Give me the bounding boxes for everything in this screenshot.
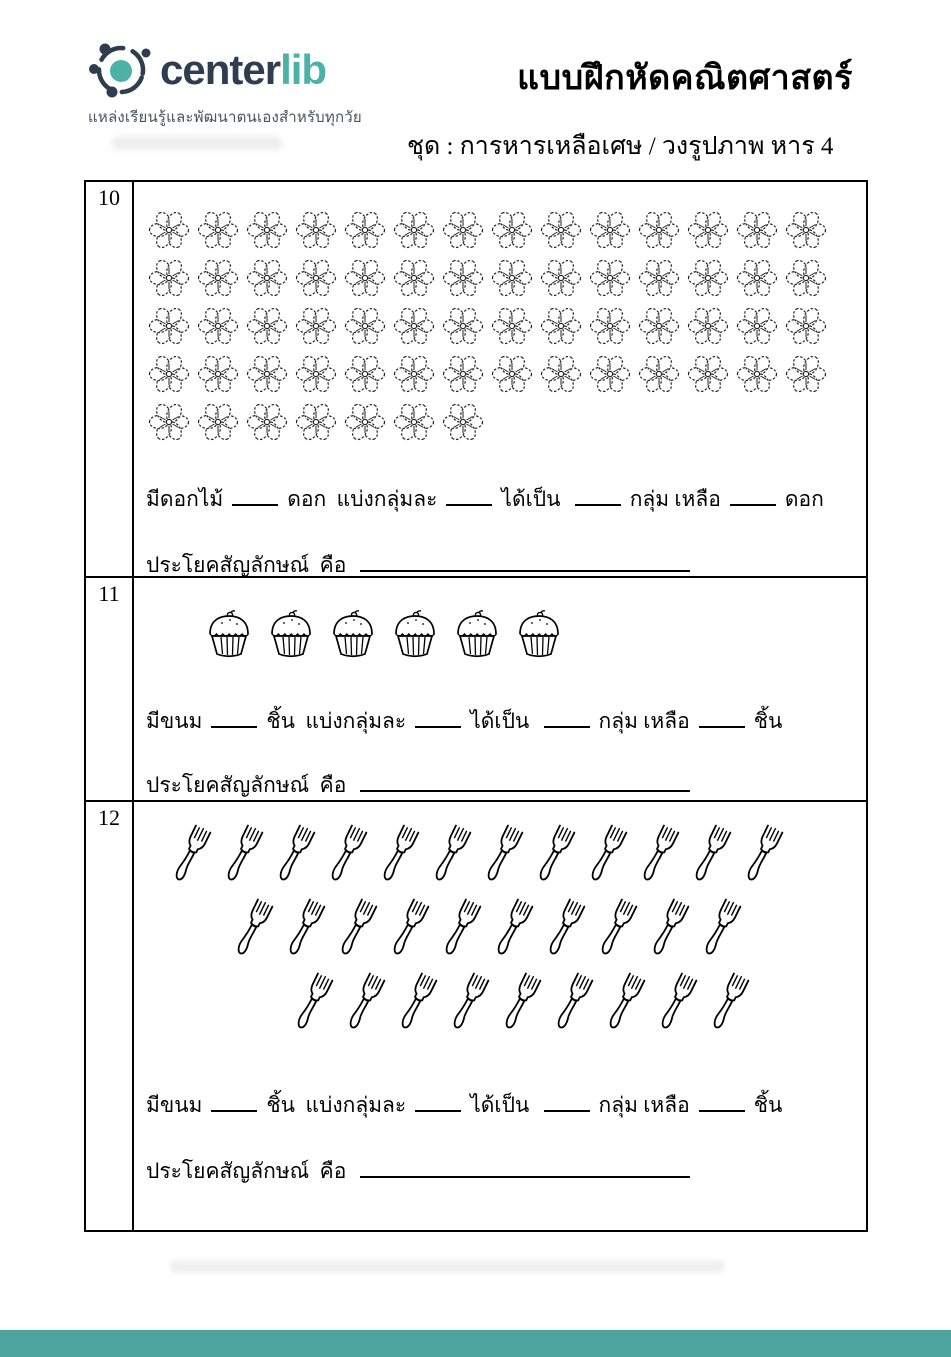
brand-part-center: center	[160, 46, 281, 93]
flower-icon	[487, 302, 536, 350]
symbol-sentence	[134, 770, 866, 800]
flower-icon	[193, 350, 242, 398]
flower-icon	[536, 254, 585, 302]
fill-in-blank	[699, 1092, 745, 1112]
flower-icon	[144, 206, 193, 254]
centerlib-logo-icon	[88, 38, 154, 102]
fork-icon	[268, 820, 320, 894]
fill-in-blank	[415, 708, 461, 728]
icon-row	[164, 820, 866, 894]
problem-number: 12	[86, 802, 134, 1230]
fork-icon	[702, 968, 754, 1042]
flower-icon	[585, 254, 634, 302]
fork-icon	[372, 820, 424, 894]
flower-icon	[683, 254, 732, 302]
flower-icon	[781, 302, 830, 350]
fill-in-blank	[211, 708, 257, 728]
icon-row	[286, 968, 866, 1042]
flower-icon	[585, 302, 634, 350]
fork-icon	[632, 820, 684, 894]
fill-in-blank	[575, 486, 621, 506]
flower-icon	[585, 206, 634, 254]
problem-content	[134, 802, 866, 1230]
fill-in-blank	[446, 486, 492, 506]
flower-icon	[634, 302, 683, 350]
fork-icon	[442, 968, 494, 1042]
sentence-text: ชิ้น	[753, 709, 783, 733]
flower-icon	[291, 350, 340, 398]
flower-icon	[389, 302, 438, 350]
fork-icon	[226, 894, 278, 968]
fork-icon	[590, 894, 642, 968]
fill-in-blank	[360, 552, 690, 572]
flower-icon	[634, 350, 683, 398]
sentence-text: ประโยคสัญลักษณ์ คือ	[146, 773, 347, 797]
fork-icon	[538, 894, 590, 968]
logo	[88, 38, 408, 129]
sentence-text: ดอก	[784, 487, 824, 511]
flower-icon	[487, 350, 536, 398]
icon-row	[144, 254, 866, 302]
fill-in-blank	[360, 1158, 690, 1178]
flower-icon	[389, 350, 438, 398]
sentence-text: ได้เป็น	[470, 1093, 535, 1117]
fork-icon	[320, 820, 372, 894]
icon-row	[144, 206, 866, 254]
fork-icon	[528, 820, 580, 894]
fork-icon	[650, 968, 702, 1042]
sentence-text: ได้เป็น	[470, 709, 535, 733]
flower-icon	[732, 350, 781, 398]
faded-footer-text	[170, 1260, 725, 1273]
sentence-text: ได้เป็น	[501, 487, 566, 511]
problem-content	[134, 182, 866, 576]
sentence-text: มีดอกไม้	[146, 487, 224, 511]
flower-icon	[487, 206, 536, 254]
fork-icon	[338, 968, 390, 1042]
flower-icon	[732, 206, 781, 254]
question-sentence	[134, 484, 866, 514]
icon-row	[198, 604, 866, 666]
flower-icon	[193, 206, 242, 254]
worksheet-table	[84, 180, 868, 1232]
page-subtitle: ชุด : การหารเหลือเศษ / วงรูปภาพ หาร 4	[407, 133, 834, 160]
icon-row	[144, 350, 866, 398]
sentence-text: ชิ้น	[753, 1093, 783, 1117]
problem-row-10	[86, 182, 866, 576]
flower-icon	[389, 398, 438, 446]
icon-row	[226, 894, 866, 968]
flower-icon	[389, 206, 438, 254]
fill-in-blank	[730, 486, 776, 506]
flower-icon	[242, 206, 291, 254]
sentence-text: ชิ้น แบ่งกลุ่มละ	[266, 1093, 407, 1117]
flower-icon	[438, 350, 487, 398]
flower-icon	[438, 254, 487, 302]
flower-icon	[291, 398, 340, 446]
fork-icon	[476, 820, 528, 894]
fork-icon	[286, 968, 338, 1042]
flower-icon	[291, 302, 340, 350]
fork-icon	[486, 894, 538, 968]
flower-icon	[340, 398, 389, 446]
faded-text-artifact	[112, 136, 282, 150]
fork-icon	[424, 820, 476, 894]
cupcake-icon	[322, 604, 384, 664]
flower-icon	[781, 206, 830, 254]
fork-icon	[580, 820, 632, 894]
fork-icon	[216, 820, 268, 894]
fork-icon	[164, 820, 216, 894]
cupcake-row	[198, 604, 866, 666]
flower-icon	[781, 254, 830, 302]
fork-icon	[684, 820, 736, 894]
flower-icon	[438, 302, 487, 350]
symbol-sentence	[134, 550, 866, 576]
page-title: แบบฝึกหัดคณิตศาสตร์	[517, 60, 853, 97]
flower-icon	[242, 398, 291, 446]
flower-icon	[585, 350, 634, 398]
problem-row-11	[86, 576, 866, 800]
flower-icon	[683, 302, 732, 350]
flower-icon	[242, 350, 291, 398]
fork-icon	[494, 968, 546, 1042]
sentence-text: กลุ่ม เหลือ	[629, 487, 721, 511]
cupcake-icon	[446, 604, 508, 664]
fill-in-blank	[232, 486, 278, 506]
sentence-text: มีขนม	[146, 1093, 203, 1117]
fill-in-blank	[699, 708, 745, 728]
flower-icon	[536, 302, 585, 350]
flower-icon	[634, 206, 683, 254]
cupcake-icon	[198, 604, 260, 664]
flower-icon	[781, 350, 830, 398]
flower-icon	[634, 254, 683, 302]
fill-in-blank	[211, 1092, 257, 1112]
flower-icon	[242, 254, 291, 302]
symbol-sentence	[134, 1156, 866, 1186]
fork-icon	[598, 968, 650, 1042]
flower-icon	[144, 350, 193, 398]
fork-icon	[642, 894, 694, 968]
fork-grid	[134, 820, 866, 1042]
flower-icon	[487, 254, 536, 302]
flower-grid	[144, 206, 866, 446]
flower-icon	[242, 302, 291, 350]
fill-in-blank	[544, 708, 590, 728]
problem-row-12	[86, 800, 866, 1230]
flower-icon	[732, 254, 781, 302]
flower-icon	[683, 350, 732, 398]
cupcake-icon	[384, 604, 446, 664]
brand-name	[160, 38, 326, 102]
flower-icon	[144, 254, 193, 302]
flower-icon	[340, 206, 389, 254]
fork-icon	[382, 894, 434, 968]
sentence-text: ชิ้น แบ่งกลุ่มละ	[266, 709, 407, 733]
fork-icon	[330, 894, 382, 968]
flower-icon	[291, 206, 340, 254]
icon-row	[144, 398, 866, 446]
flower-icon	[144, 302, 193, 350]
footer-bar	[0, 1330, 951, 1357]
problem-content	[134, 578, 866, 800]
fork-icon	[278, 894, 330, 968]
brand-part-lib: lib	[280, 46, 327, 93]
flower-icon	[144, 398, 193, 446]
flower-icon	[683, 206, 732, 254]
fork-icon	[546, 968, 598, 1042]
fork-icon	[390, 968, 442, 1042]
brand-tagline: แหล่งเรียนรู้และพัฒนาตนเองสำหรับทุกวัย	[88, 109, 362, 126]
sentence-text: กลุ่ม เหลือ	[598, 1093, 690, 1117]
fork-icon	[434, 894, 486, 968]
icon-row	[144, 302, 866, 350]
flower-icon	[340, 350, 389, 398]
fill-in-blank	[415, 1092, 461, 1112]
flower-icon	[291, 254, 340, 302]
cupcake-icon	[508, 604, 570, 664]
sentence-text: มีขนม	[146, 709, 203, 733]
flower-icon	[536, 206, 585, 254]
flower-icon	[732, 302, 781, 350]
flower-icon	[340, 302, 389, 350]
fill-in-blank	[360, 772, 690, 792]
flower-icon	[536, 350, 585, 398]
cupcake-icon	[260, 604, 322, 664]
sentence-text: ดอก แบ่งกลุ่มละ	[287, 487, 438, 511]
flower-icon	[193, 254, 242, 302]
question-sentence	[134, 706, 866, 736]
question-sentence	[134, 1090, 866, 1120]
flower-icon	[193, 398, 242, 446]
fork-icon	[694, 894, 746, 968]
sentence-text: ประโยคสัญลักษณ์ คือ	[146, 553, 347, 576]
sentence-text: ประโยคสัญลักษณ์ คือ	[146, 1159, 347, 1183]
fill-in-blank	[544, 1092, 590, 1112]
flower-icon	[193, 302, 242, 350]
flower-icon	[389, 254, 438, 302]
flower-icon	[340, 254, 389, 302]
problem-number: 10	[86, 182, 134, 576]
fork-icon	[736, 820, 788, 894]
flower-icon	[438, 398, 487, 446]
sentence-text: กลุ่ม เหลือ	[598, 709, 690, 733]
problem-number: 11	[86, 578, 134, 800]
flower-icon	[438, 206, 487, 254]
